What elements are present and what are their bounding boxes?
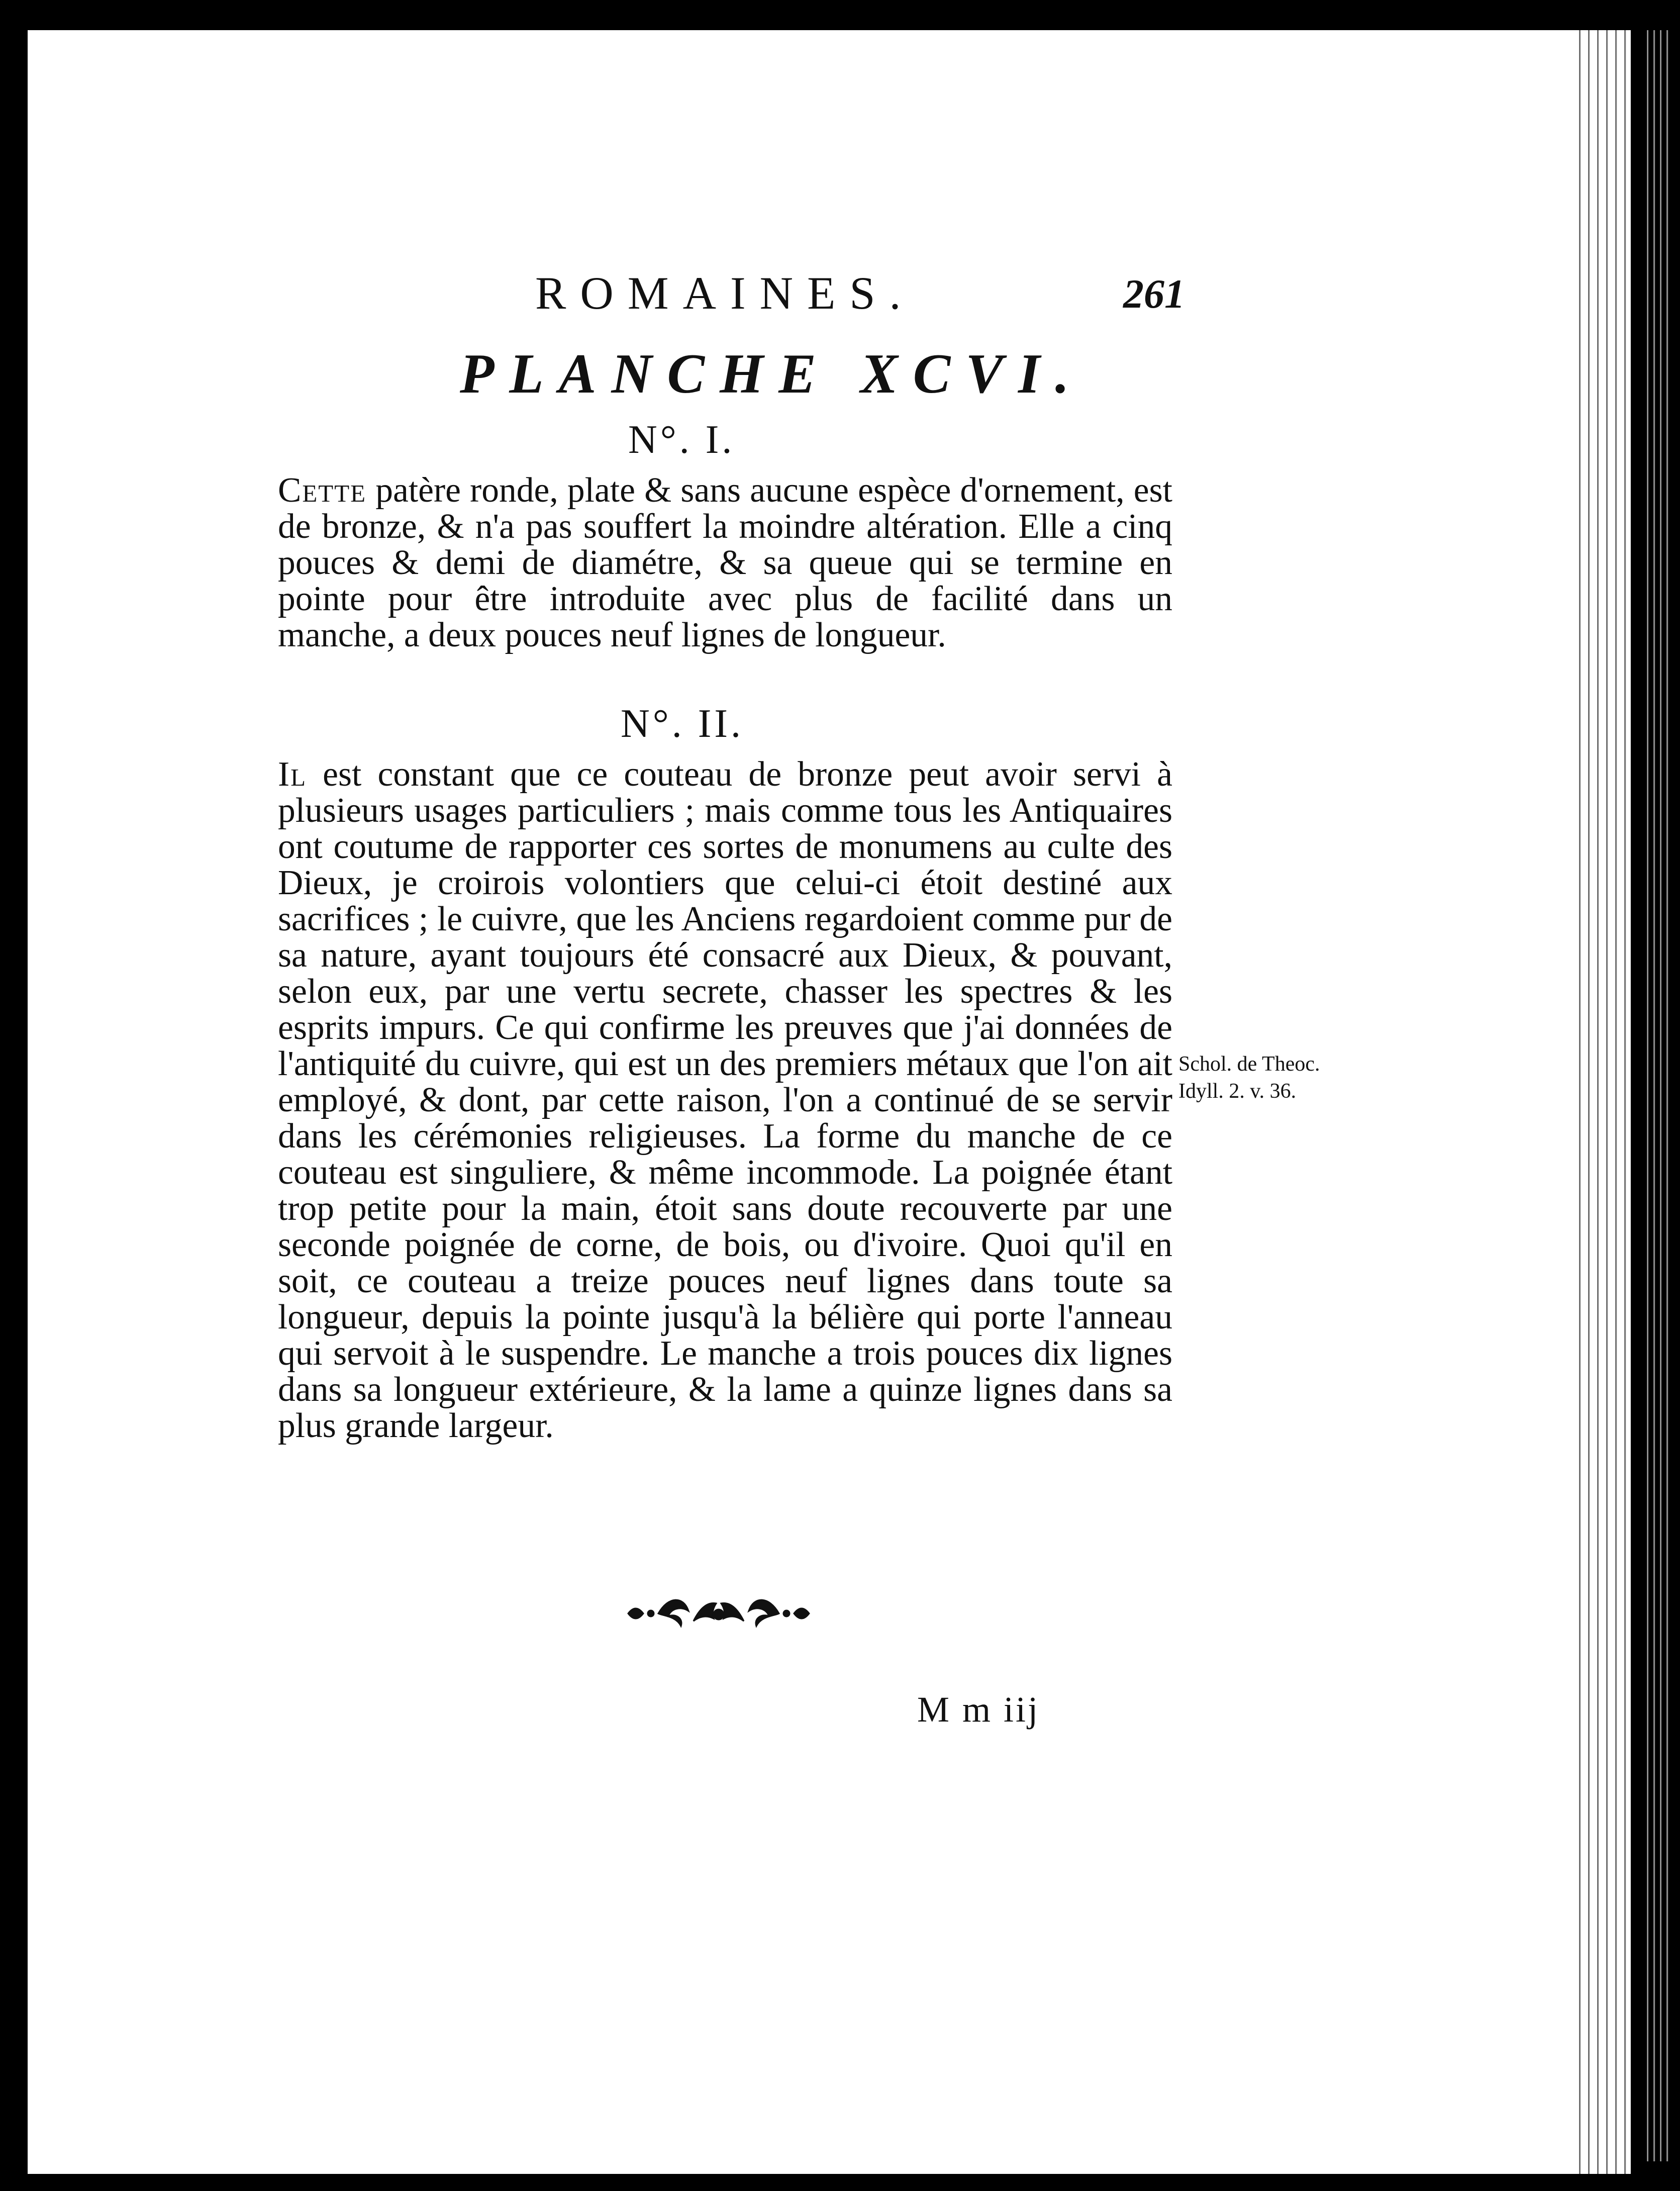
- section-2-paragraph: [278, 756, 1172, 1444]
- section-number-1: N°. I.: [628, 418, 735, 462]
- signature-mark: M m iij: [917, 1689, 1040, 1730]
- page-number: 261: [1123, 271, 1185, 317]
- section-1-text: patère ronde, plate & sans aucune espèce d'ornement, est de bronze, & n'a pas souffert la moindre altération. Elle a cinq pouces & demi de diamétre, & sa queue qui se termine en pointe pour être introduite avec plus de facilité dans un manche, a deux pouces neuf lignes de longueur.: [278, 471, 1172, 654]
- page-edge-shading: [1575, 30, 1631, 2174]
- margin-note-line-1: Schol. de Theoc.: [1178, 1053, 1320, 1076]
- section-2-lead-word: Il: [278, 755, 307, 794]
- section-1-lead-word: Cette: [278, 471, 367, 510]
- section-number-2: N°. II.: [621, 702, 744, 746]
- margin-note: [1178, 1051, 1320, 1105]
- margin-note-line-2: Idyll. 2. v. 36.: [1178, 1080, 1297, 1103]
- section-1-paragraph: [278, 472, 1172, 653]
- running-head: ROMAINES.: [535, 267, 915, 319]
- fleuron-ornament-icon: [623, 1593, 814, 1634]
- book-page: [28, 30, 1631, 2174]
- section-2-text: est constant que ce couteau de bronze peut avoir servi à plusieurs usages particuliers ; mais comme tous les Antiquaires ont coutume de rapporter ces sortes de monumens au culte des Dieux, je croirois volontiers que celui-ci étoit destiné aux sacrifices ; le cuivre, que les Anciens regardoient comme pur de sa nature, ayant toujours été consacré aux Dieux, & pouvant, selon eux, par une vertu secrete, chasser les spectres & les esprits impurs. Ce qui confirme les preuves que j'ai données de l'antiquité du cuivre, qui est un des premiers métaux que l'on ait employé, & dont, par cette raison, l'on a continué de se servir dans les cérémonies religieuses. La forme du manche de ce couteau est singuliere, & même incommode. La poignée étant trop petite pour la main, étoit sans doute recouverte par une seconde poignée de corne, de bois, ou d'ivoire. Quoi qu'il en soit, ce couteau a treize pouces neuf lignes dans toute sa longueur, depuis la pointe jusqu'à la bélière qui porte l'anneau qui servoit à le suspendre. Le manche a trois pouces dix lignes dans sa longueur extérieure, & la lame a quinze lignes dans sa plus grande largeur.: [278, 755, 1172, 1445]
- page-edge-stack: [1642, 30, 1672, 2161]
- plate-title: PLANCHE XCVI.: [460, 343, 1084, 405]
